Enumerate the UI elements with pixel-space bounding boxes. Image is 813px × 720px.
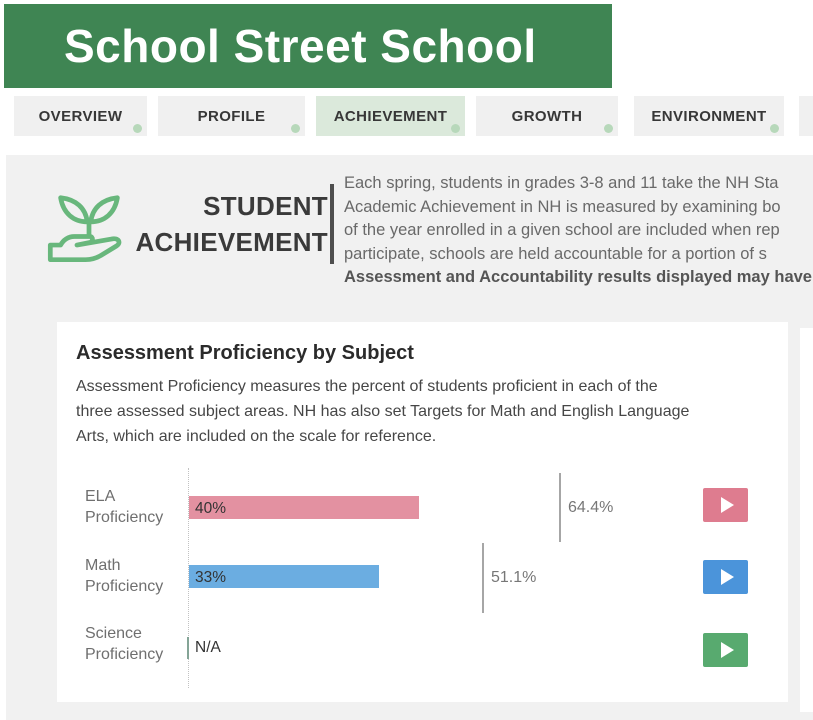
description-line: Each spring, students in grades 3-8 and 11 take the NH Sta (344, 174, 779, 192)
card-description-line: Assessment Proficiency measures the percent of students proficient in each of the (76, 378, 658, 395)
target-value-label: 64.4% (568, 498, 614, 516)
tab-label: ACHIEVEMENT (333, 107, 448, 125)
page-title: School Street School (64, 20, 537, 72)
description-line: participate, schools are held accountable for a portion of s (344, 244, 767, 263)
section-heading-line2: ACHIEVEMENT (135, 227, 328, 257)
row-label: Science Proficiency (85, 625, 164, 663)
tab-overview[interactable] (14, 96, 147, 136)
description-line-bold: Assessment and Accountability results displayed may have (344, 268, 812, 287)
tab-label: GROWTH (511, 107, 583, 125)
tab-dot-icon (604, 124, 613, 133)
target-reference-line (559, 473, 561, 542)
tab-dot-icon (133, 124, 142, 133)
tab-dot-icon (451, 124, 460, 133)
play-icon (721, 497, 734, 513)
play-icon (721, 569, 734, 585)
na-tick-mark (187, 637, 189, 659)
tab-dot-icon (770, 124, 779, 133)
section-description (344, 172, 813, 302)
target-reference-line (482, 543, 484, 613)
card-description-line: three assessed subject areas. NH has also set Targets for Math and English Language (76, 403, 690, 420)
assessment-proficiency-card (57, 322, 788, 702)
tab-label: ENVIRONMENT (651, 107, 767, 125)
bar-value-label: N/A (195, 639, 221, 656)
bar-value-label: 40% (195, 500, 227, 517)
row-label: Math Proficiency (85, 557, 164, 595)
tab-environment[interactable] (634, 96, 784, 136)
description-line: Academic Achievement in NH is measured by examining bo (344, 197, 781, 216)
play-button[interactable] (703, 488, 748, 522)
bar-value-label: 33% (195, 569, 227, 586)
tab-label: PROFILE (197, 107, 266, 125)
description-line: of the year enrolled in a given school are included when rep (344, 221, 780, 240)
target-value-label: 51.1% (491, 569, 537, 586)
section-heading-line1: STUDENT (203, 191, 328, 221)
play-icon (721, 642, 734, 658)
card-title: Assessment Proficiency by Subject (76, 342, 414, 364)
card-description (76, 374, 776, 449)
tab-profile[interactable] (158, 96, 305, 136)
tab-partial[interactable] (799, 96, 813, 136)
tab-growth[interactable] (476, 96, 618, 136)
card-description-line: Arts, which are included on the scale for reference. (76, 428, 437, 445)
tab-label: OVERVIEW (38, 107, 123, 125)
school-header (4, 4, 612, 88)
play-button[interactable] (703, 633, 748, 667)
vertical-divider (330, 184, 334, 264)
tab-dot-icon (291, 124, 300, 133)
play-button[interactable] (703, 560, 748, 594)
adjacent-card-edge (800, 328, 813, 712)
section-heading (100, 188, 328, 260)
tab-achievement[interactable] (316, 96, 465, 136)
row-label: ELA Proficiency (85, 488, 164, 526)
